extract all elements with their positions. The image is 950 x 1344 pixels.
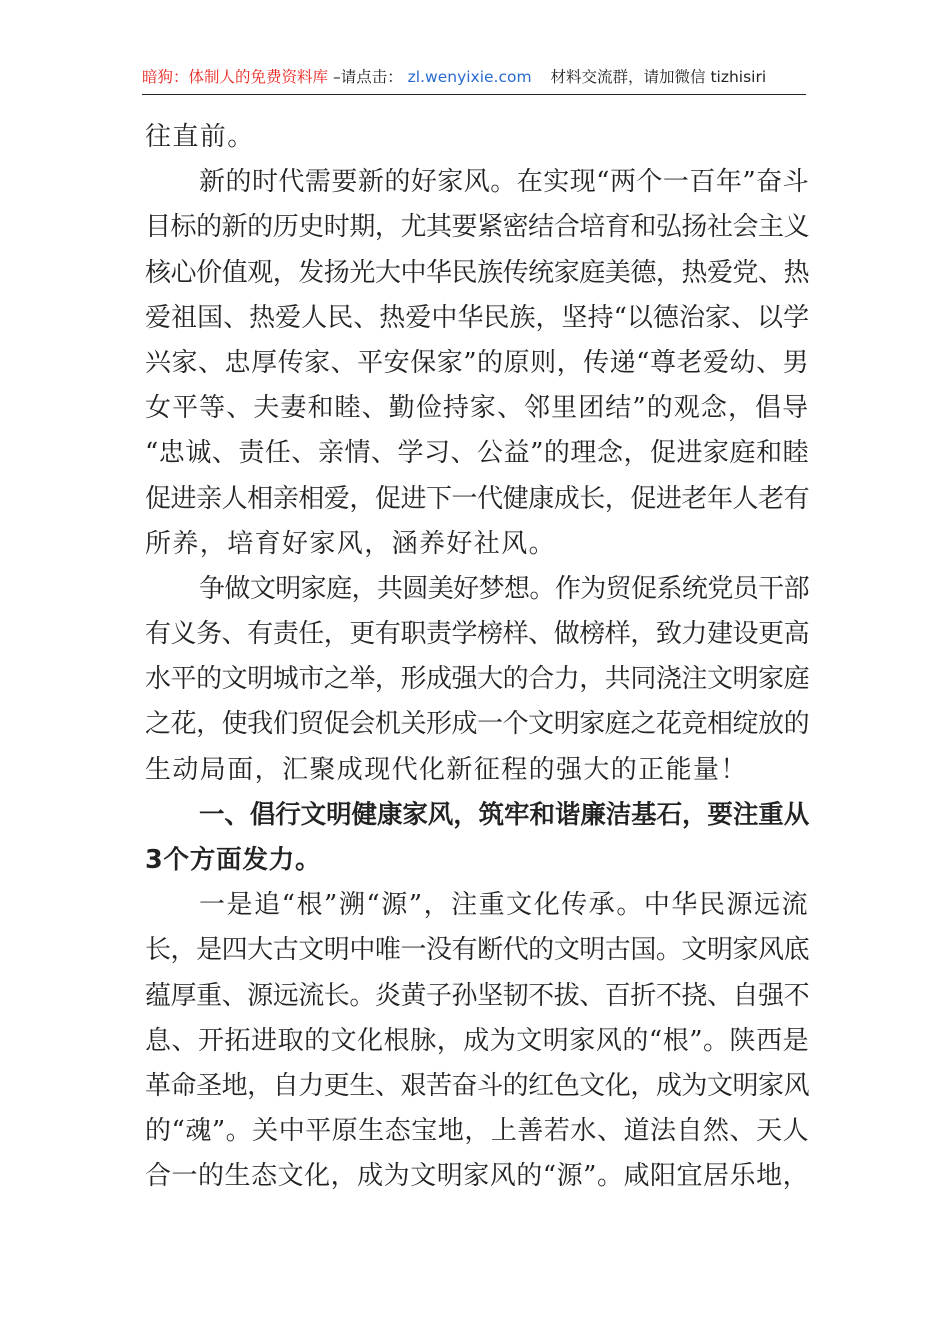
header-contact: 材料交流群，请加微信 tizhisiri [550,68,767,86]
page-header [142,60,806,95]
text-line: 水平的文明城市之举，形成强大的合力，共同浇注文明家庭 [145,664,809,695]
header-prompt: –请点击： [332,68,403,86]
text-line: 目标的新的历史时期，尤其要紧密结合培育和弘扬社会主义 [145,212,809,243]
text-line: 息、开拓进取的文化根脉，成为文明家风的“根”。陕西是 [145,1025,809,1056]
document-body [145,115,809,1200]
text-line: 所养，培育好家风，涵养好社风。 [145,528,557,559]
text-line: 争做文明家庭，共圆美好梦想。作为贸促系统党员干部 [199,573,809,604]
text-line: 促进亲人相亲相爱，促进下一代健康成长，促进老年人老有 [145,483,809,514]
text-line: 有义务、有责任，更有职责学榜样、做榜样，致力建设更高 [145,619,809,650]
text-line: 兴家、忠厚传家、平安保家”的原则，传递“尊老爱幼、男 [145,347,809,378]
text-line: 新的时代需要新的好家风。在实现“两个一百年”奋斗 [199,167,809,198]
text-line: 爱祖国、热爱人民、热爱中华民族，坚持“以德治家、以学 [145,302,809,333]
text-line: 的“魂”。关中平原生态宝地，上善若水、道法自然、天人 [145,1116,809,1147]
text-line: 女平等、夫妻和睦、勤俭持家、邻里团结”的观念，倡导 [145,393,809,424]
text-line: 蕴厚重、源远流长。炎黄子孙坚韧不拔、百折不挠、自强不 [145,980,809,1011]
text-line: 核心价值观，发扬光大中华民族传统家庭美德，热爱党、热 [145,257,809,288]
text-line: “忠诚、责任、亲情、学习、公益”的理念，促进家庭和睦 [145,438,809,469]
text-line: 生动局面，汇聚成现代化新征程的强大的正能量！ [145,754,748,785]
text-line: 之花，使我们贸促会机关形成一个文明家庭之花竞相绽放的 [145,709,809,740]
text-line: 往直前。 [145,122,255,152]
text-line: 革命圣地，自力更生、艰苦奋斗的红色文化，成为文明家风 [145,1070,809,1101]
text-line: 长，是四大古文明中唯一没有断代的文明古国。文明家风底 [145,935,809,966]
header-link[interactable]: zl.wenyixie.com [407,68,532,86]
text-line: 合一的生态文化，成为文明家风的“源”。咸阳宜居乐地， [145,1161,809,1192]
header-brand: 暗狗：体制人的免费资料库 [142,68,329,86]
text-line: 一是追“根”溯“源”，注重文化传承。中华民源远流 [199,890,809,921]
section-heading: 一、倡行文明健康家风，筑牢和谐廉洁基石，要注重从 [199,799,809,830]
section-heading-cont: 3个方面发力。 [145,845,322,875]
